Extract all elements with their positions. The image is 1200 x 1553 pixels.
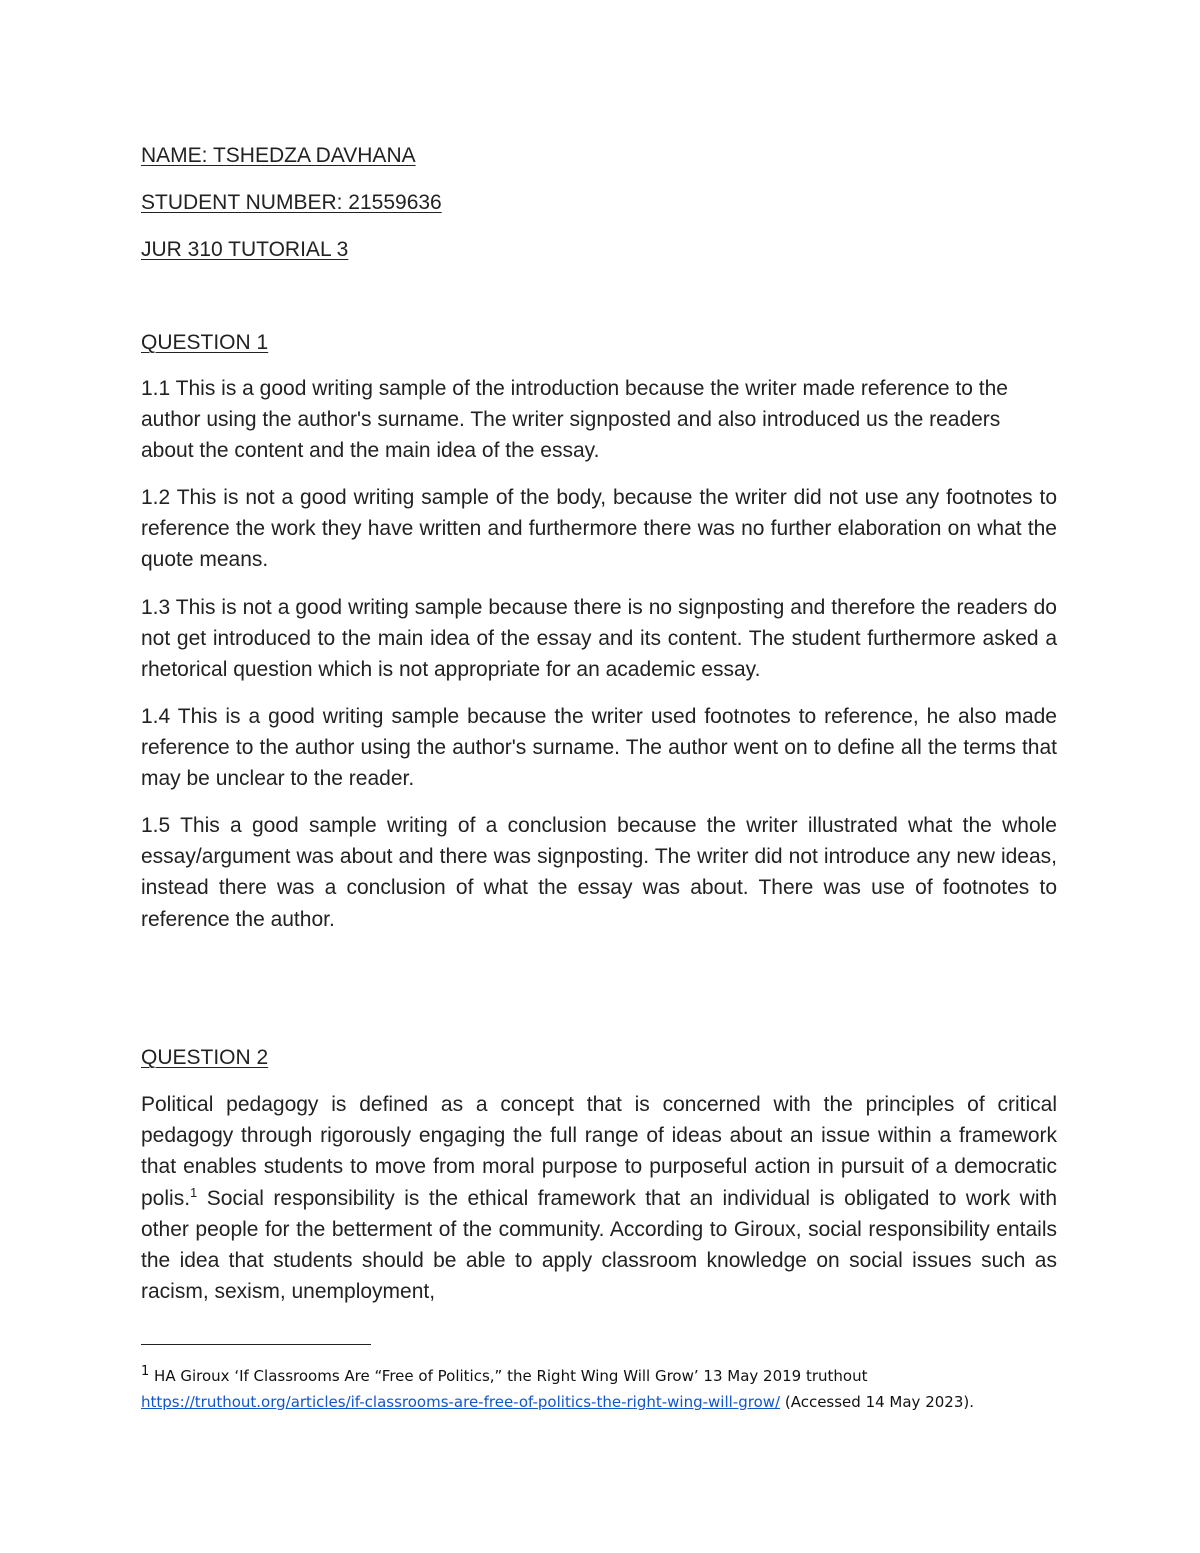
question-2-text-end: Social responsibility is the ethical framework that an individual is obligated to work with other people for the betterment of the community. According to Giroux, social responsibility entails the idea that students should be able to apply classroom knowledge on social issues such as racism, sexism, unemployment, [141,1186,1057,1304]
footnote-link[interactable]: https://truthout.org/articles/if-classrooms-are-free-of-politics-the-right-wing-will-grow/ [141,1393,781,1411]
question-2-answer [141,1089,1057,1307]
footnote-1 [141,1363,1061,1415]
footnote-separator [141,1344,371,1345]
answer-1-4: 1.4 This is a good writing sample because the writer used footnotes to reference, he also made reference to the author using the author's surname. The author went on to define all the terms that may be unclear to the reader. [141,705,1057,791]
answer-1-5: 1.5 This a good sample writing of a conclusion because the writer illustrated what the whole essay/argument was about and there was signposting. The writer did not introduce any new ideas, instead there was a conclusion of what the essay was about. There was use of footnotes to reference the author. [141,814,1057,931]
question-2-text-start: Political pedagogy is defined as a concept that is concerned with the principles of critical pedagogy through rigorously engaging the full range of ideas about an issue within a framework that enables students to move from moral purpose to purposeful action in pursuit of a democratic polis. [141,1093,1057,1210]
answer-1-1: 1.1 This is a good writing sample of the introduction because the writer made reference to the author using the author's surname. The writer signposted and also introduced us the readers about the content and the main idea of the essay. [141,377,1008,463]
footnote-mark: 1 [141,1364,150,1379]
student-number-line: STUDENT NUMBER: 21559636 [141,191,442,214]
footnote-citation-text: HA Giroux ‘If Classrooms Are “Free of Politics,” the Right Wing Will Grow’ 13 May 2019 truthout [149,1367,868,1385]
answer-1-2: 1.2 This is not a good writing sample of the body, because the writer did not use any footnotes to reference the work they have written and furthermore there was no further elaboration on what the quote means. [141,486,1057,572]
question-1-heading: QUESTION 1 [141,331,269,354]
question-2-heading: QUESTION 2 [141,1046,269,1069]
answer-1-3: 1.3 This is not a good writing sample because there is no signposting and therefore the readers do not get introduced to the main idea of the essay and its content. The student furthermore asked a rhetorical question which is not appropriate for an academic essay. [141,596,1057,682]
footnote-accessed-date: (Accessed 14 May 2023). [780,1393,974,1411]
footnote-reference-mark[interactable]: 1 [190,1184,198,1200]
student-name-line: NAME: TSHEDZA DAVHANA [141,144,416,167]
course-tutorial-line: JUR 310 TUTORIAL 3 [141,238,349,261]
